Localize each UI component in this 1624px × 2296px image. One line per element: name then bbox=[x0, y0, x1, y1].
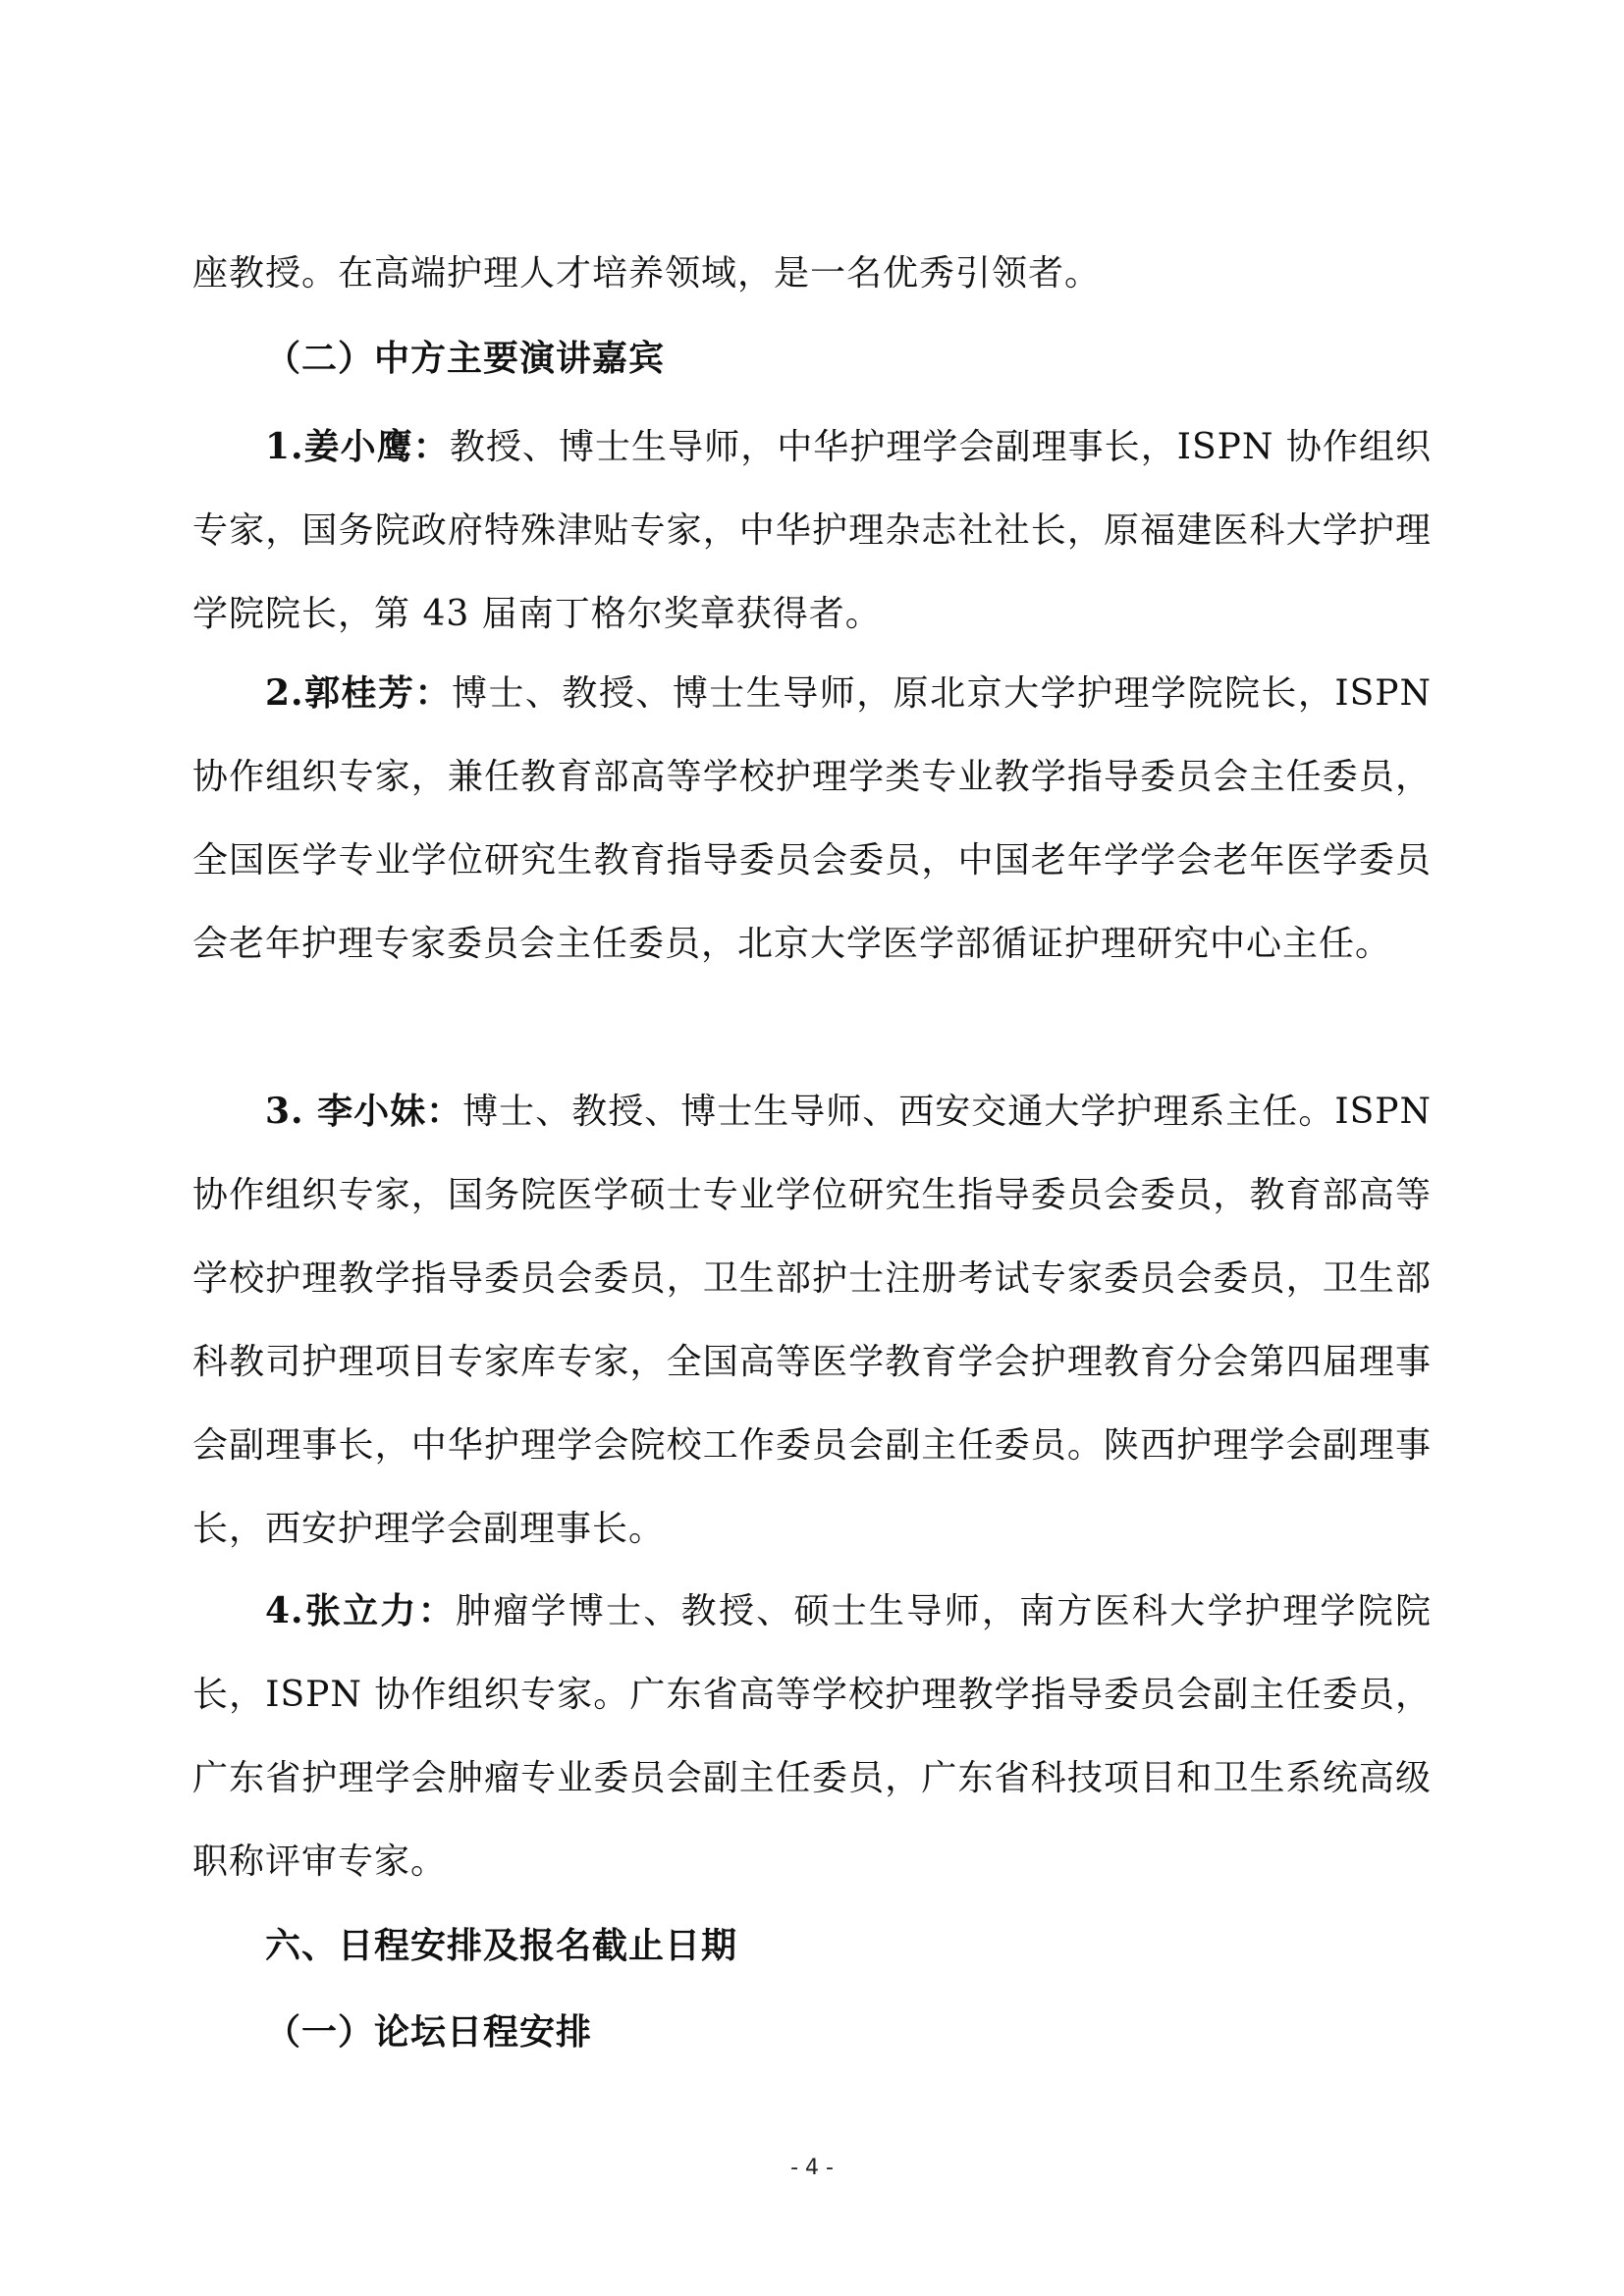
speaker-name: 1.姜小鹰： bbox=[265, 426, 450, 467]
speaker-name: 2.郭桂芳： bbox=[265, 672, 452, 714]
speaker-paragraph-2 bbox=[192, 652, 1432, 986]
speaker-bio: 肿瘤学博士、教授、硕士生导师，南方医科大学护理学院院长，ISPN 协作组织专家。广东省高等学校护理教学指导委员会副主任委员，广东省护理学会肿瘤专业委员会副主任委员，广东省科技项目和卫生系统高级职称评审专家。 bbox=[192, 1591, 1432, 1882]
intro-paragraph: 座教授。在高端护理人才培养领域，是一名优秀引领者。 bbox=[192, 253, 1102, 294]
speaker-bio: 教授、博士生导师，中华护理学会副理事长，ISPN 协作组织专家，国务院政府特殊津贴专家，中华护理杂志社社长，原福建医科大学护理学院院长，第 43 届南丁格尔奖章获得者。 bbox=[192, 427, 1432, 634]
speaker-bio: 博士、教授、博士生导师，原北京大学护理学院院长，ISPN 协作组织专家，兼任教育部高等学校护理学类专业教学指导委员会主任委员，全国医学专业学位研究生教育指导委员会委员，中国老年学学会老年医学委员会老年护理专家委员会主任委员，北京大学医学部循证护理研究中心主任。 bbox=[192, 673, 1432, 964]
page-number: - 4 - bbox=[790, 2156, 834, 2180]
speaker-name: 4.张立力： bbox=[265, 1590, 456, 1631]
section-heading-schedule: 六、日程安排及报名截止日期 bbox=[265, 1925, 738, 1966]
speaker-paragraph-4 bbox=[192, 1570, 1432, 1903]
speaker-name: 3. 李小妹： bbox=[265, 1091, 463, 1132]
speaker-paragraph-1 bbox=[192, 405, 1432, 656]
speaker-paragraph-3 bbox=[192, 1070, 1432, 1571]
subsection-heading-forum-schedule: （一）论坛日程安排 bbox=[265, 2011, 593, 2053]
section-heading-china-speakers: （二）中方主要演讲嘉宾 bbox=[265, 338, 666, 379]
speaker-bio: 博士、教授、博士生导师、西安交通大学护理系主任。ISPN 协作组织专家，国务院医学硕士专业学位研究生指导委员会委员，教育部高等学校护理教学指导委员会委员，卫生部护士注册考试专家委员会委员，卫生部科教司护理项目专家库专家，全国高等医学教育学会护理教育分会第四届理事会副理事长，中华护理学会院校工作委员会副主任委员。陕西护理学会副理事长，西安护理学会副理事长。 bbox=[192, 1092, 1432, 1549]
